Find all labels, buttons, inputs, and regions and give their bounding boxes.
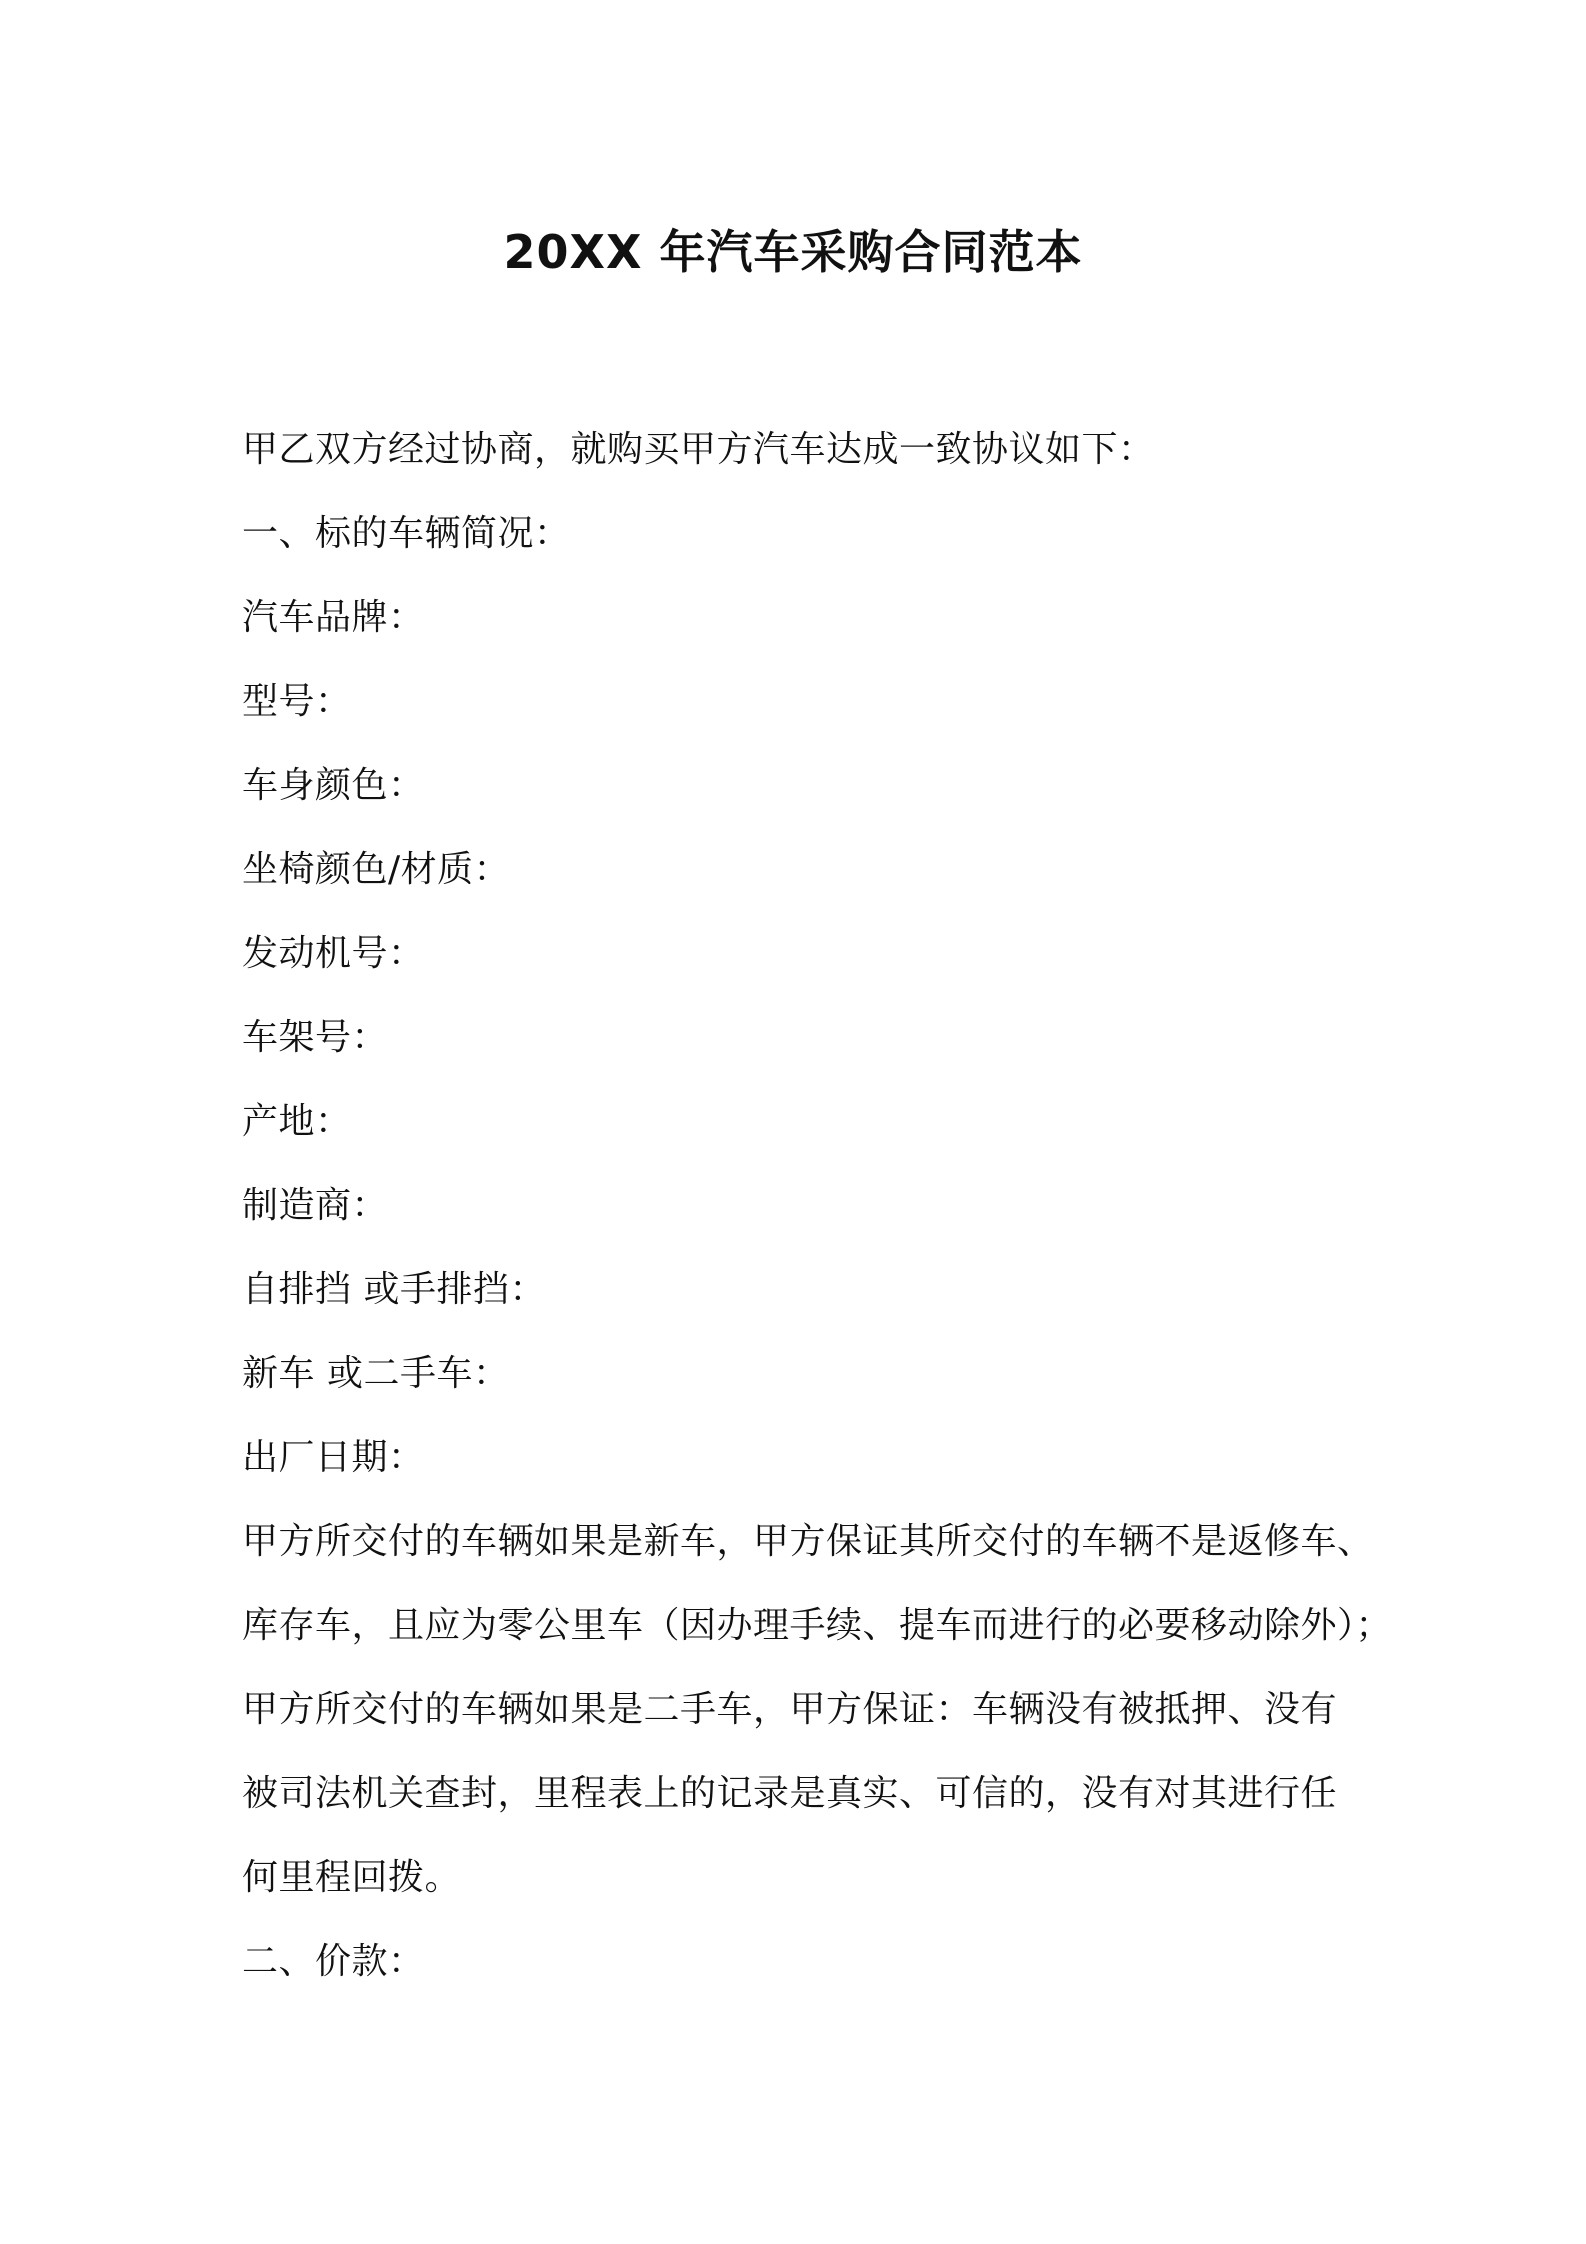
section-heading-vehicle: 一、标的车辆简况：	[242, 513, 571, 554]
field-manufacturer: 制造商：	[242, 1185, 389, 1226]
field-origin: 产地：	[242, 1101, 352, 1142]
field-seat-color-material: 坐椅颜色/材质：	[242, 849, 511, 890]
paragraph-line: 甲方所交付的车辆如果是二手车，甲方保证：车辆没有被抵押、没有	[242, 1689, 1338, 1730]
paragraph-line: 库存车，且应为零公里车（因办理手续、提车而进行的必要移动除外）；	[242, 1605, 1393, 1646]
section-heading-price: 二、价款：	[242, 1941, 425, 1982]
field-model: 型号：	[242, 681, 352, 722]
document-title: 20XX 年汽车采购合同范本	[503, 225, 1083, 279]
field-new-or-used: 新车 或二手车：	[242, 1353, 510, 1394]
field-transmission: 自排挡 或手排挡：	[242, 1269, 546, 1310]
paragraph-line: 被司法机关查封，里程表上的记录是真实、可信的，没有对其进行任	[242, 1773, 1338, 1814]
field-engine-number: 发动机号：	[242, 933, 425, 974]
field-production-date: 出厂日期：	[242, 1437, 425, 1478]
field-frame-number: 车架号：	[242, 1017, 389, 1058]
field-body-color: 车身颜色：	[242, 765, 425, 806]
document-body	[242, 408, 1402, 2004]
field-brand: 汽车品牌：	[242, 597, 425, 638]
intro-paragraph: 甲乙双方经过协商，就购买甲方汽车达成一致协议如下：	[242, 429, 1155, 470]
paragraph-line: 何里程回拨。	[242, 1857, 462, 1898]
paragraph-line: 甲方所交付的车辆如果是新车，甲方保证其所交付的车辆不是返修车、	[242, 1521, 1374, 1562]
